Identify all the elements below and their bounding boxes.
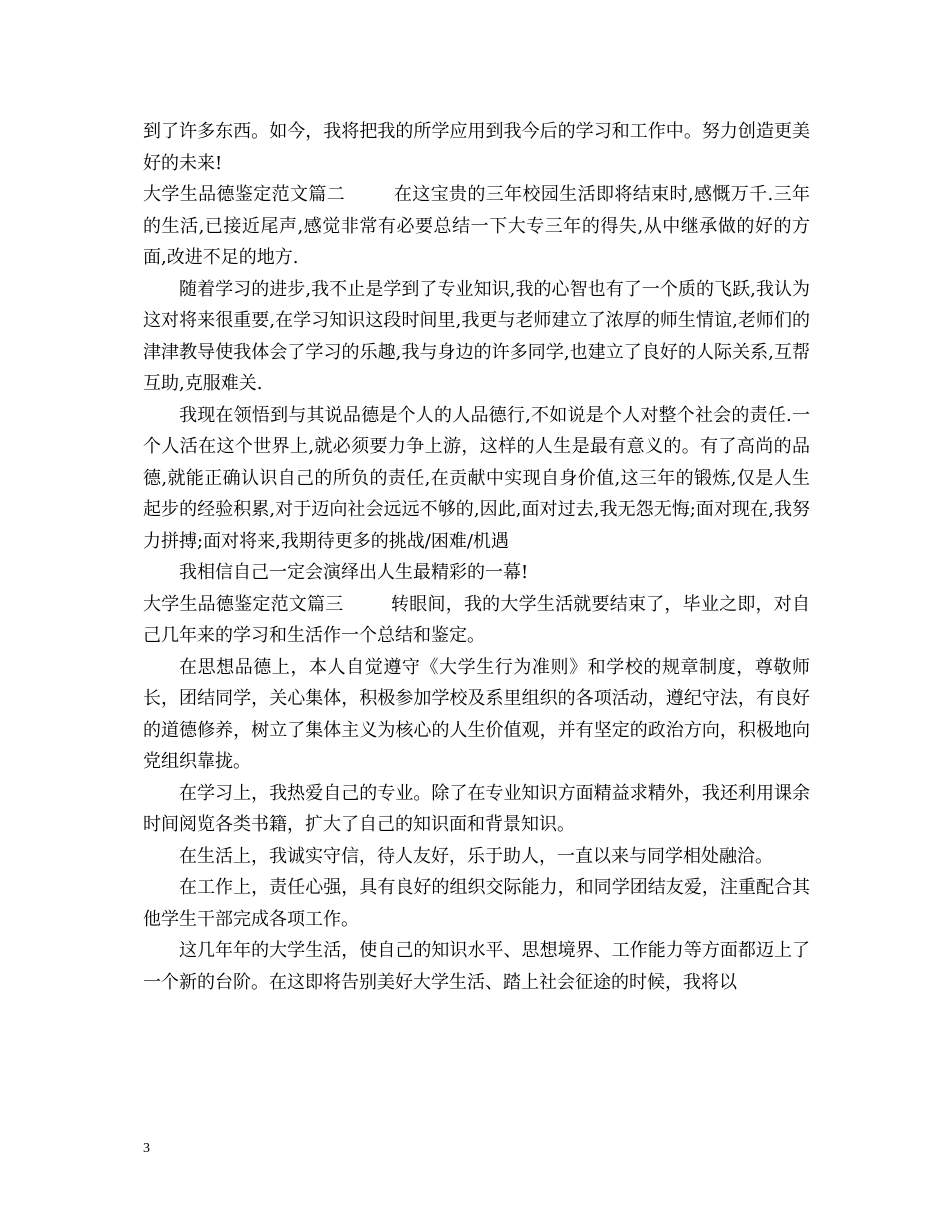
paragraph-5: 我相信自己一定会演绎出人生最精彩的一幕! [179, 562, 529, 583]
paragraph-8: 在学习上，我热爱自己的专业。除了在专业知识方面精益求精外，我还利用课余时间阅览各类书籍，扩大了自己的知识面和背景知识。 [143, 782, 810, 835]
paragraph-4: 我现在领悟到与其说品德是个人的人品德行,不如说是个人对整个社会的责任.一个人活在这个世界上,就必须要力争上游，这样的人生是最有意义的。有了高尚的品德,就能正确认识自己的所负的责任,在贡献中实现自身价值,这三年的锻炼,仅是人生起步的经验积累,对于迈向社会远远不够的,因此,面对过去,我无怨无悔;面对现在,我努力拼搏;面对将来,我期待更多的挑战/困难/机遇 [143, 404, 810, 552]
document-body [143, 116, 810, 998]
paragraph-10: 在工作上，责任心强，具有良好的组织交际能力，和同学团结友爱，注重配合其他学生干部完成各项工作。 [143, 877, 810, 930]
paragraph-2: 大学生品德鉴定范文篇二 在这宝贵的三年校园生活即将结束时,感慨万千.三年的生活,已接近尾声,感觉非常有必要总结一下大专三年的得失,从中继承做的好的方面,改进不足的地方. [143, 184, 810, 268]
paragraph-9: 在生活上，我诚实守信，待人友好，乐于助人，一直以来与同学相处融洽。 [179, 845, 773, 867]
paragraph-11: 这几年年的大学生活，使自己的知识水平、思想境界、工作能力等方面都迈上了一个新的台阶。在这即将告别美好大学生活、踏上社会征途的时候，我将以 [143, 940, 810, 993]
paragraph-7: 在思想品德上，本人自觉遵守《大学生行为准则》和学校的规章制度，尊敬师长，团结同学，关心集体，积极参加学校及系里组织的各项活动，遵纪守法，有良好的道德修养，树立了集体主义为核心的人生价值观，并有坚定的政治方向，积极地向党组织靠拢。 [143, 656, 810, 772]
paragraph-1: 到了许多东西。如今，我将把我的所学应用到我今后的学习和工作中。努力创造更美好的未来! [143, 121, 810, 174]
paragraph-3: 随着学习的进步,我不止是学到了专业知识,我的心智也有了一个质的飞跃,我认为这对将来很重要,在学习知识这段时间里,我更与老师建立了浓厚的师生情谊,老师们的津津教导使我体会了学习的乐趣,我与身边的许多同学,也建立了良好的人际关系,互帮互助,克服难关. [143, 278, 810, 394]
paragraph-6: 大学生品德鉴定范文篇三 转眼间，我的大学生活就要结束了，毕业之即，对自己几年来的学习和生活作一个总结和鉴定。 [143, 593, 810, 646]
page-number: 3 [143, 1141, 150, 1156]
